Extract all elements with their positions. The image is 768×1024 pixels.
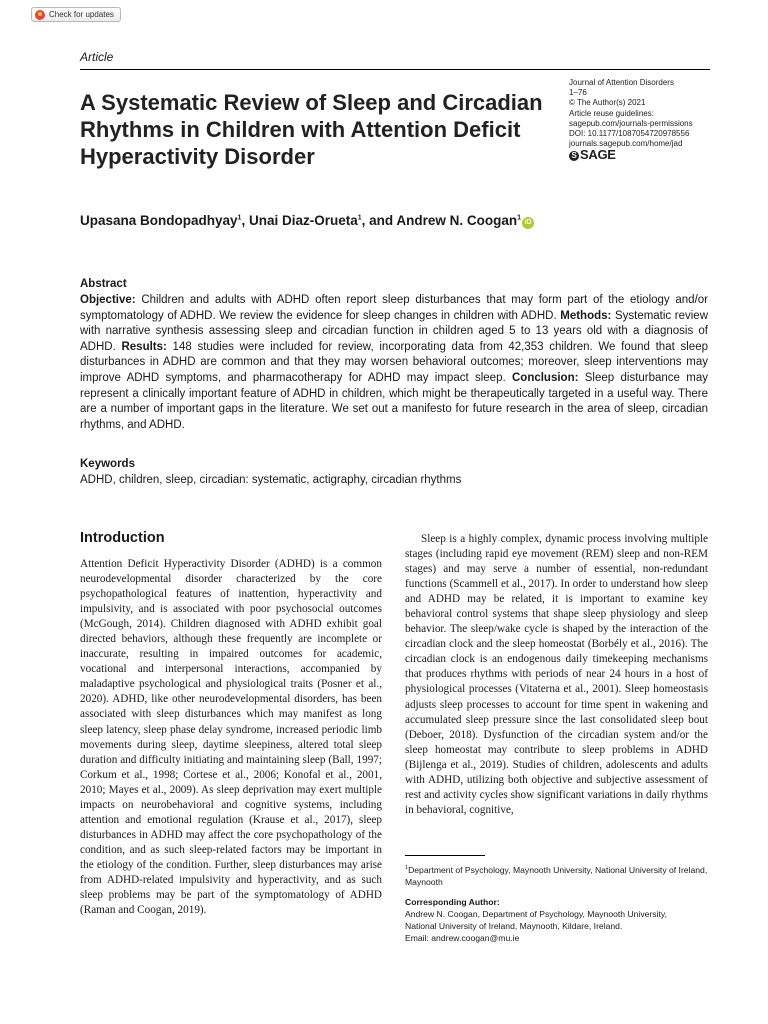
footnote-rule	[405, 855, 485, 856]
author-list	[80, 213, 534, 229]
results-label: Results:	[121, 340, 167, 353]
article-type-label: Article	[80, 50, 114, 64]
check-for-updates-label: Check for updates	[49, 10, 114, 19]
corresponding-author-heading: Corresponding Author:	[405, 897, 500, 907]
author-separator: ,	[241, 213, 249, 228]
sage-logo-icon: S	[569, 151, 579, 161]
author-name: Upasana Bondopadhyay	[80, 213, 238, 228]
results-text: 148 studies were included for review, incorporating data from 42,353 children. We found that sleep disturbances in ADHD are common and that they may worsen behavioral outcomes; moreover, sleep interventions may improve ADHD symptoms, and pharmacotherapy for ADHD may impact sleep.	[80, 340, 708, 384]
journal-home-link[interactable]: journals.sagepub.com/home/jad	[569, 139, 683, 149]
orcid-icon[interactable]: iD	[522, 217, 534, 229]
header-rule	[80, 69, 710, 70]
objective-text: Children and adults with ADHD often report sleep disturbances that may form part of the etiology and/or symptomatology of ADHD. We review the evidence for sleep changes in children with ADHD.	[80, 294, 708, 322]
corresponding-author-email[interactable]: Email: andrew.coogan@mu.ie	[405, 933, 520, 943]
affiliation-mark: 1	[237, 214, 242, 222]
corresponding-author-line: Andrew N. Coogan, Department of Psychology, Maynooth University,	[405, 909, 667, 919]
journal-copyright: © The Author(s) 2021	[569, 98, 646, 108]
publisher-name: SAGE	[580, 147, 616, 163]
methods-text: Systematic review with narrative synthesis assessing sleep and circadian function in children aged 5 to 13 years old with a diagnosis of ADHD.	[80, 309, 709, 353]
conclusion-label: Conclusion:	[511, 371, 579, 384]
crossmark-icon	[35, 10, 45, 20]
affiliation-mark: 1	[357, 214, 362, 222]
check-for-updates-badge[interactable]	[31, 7, 121, 22]
conclusion-text: Sleep disturbance may represent a clinically important feature of ADHD in children, which might be therapeutically targeted in a useful way. There are a number of important gaps in the literature. We set out a manifesto for future research in the area of sleep, circadian rhythms, and ADHD.	[80, 371, 708, 431]
paper-title: A Systematic Review of Sleep and Circadian Rhythms in Children with Attention Deficit Hyperactivity Disorder	[80, 90, 543, 169]
author-separator: , and	[361, 213, 397, 228]
author-name: Andrew N. Coogan	[396, 213, 518, 228]
introduction-heading: Introduction	[80, 530, 165, 546]
journal-name: Journal of Attention Disorders	[569, 78, 674, 87]
introduction-left-column: Attention Deficit Hyperactivity Disorder (ADHD) is a common neurodevelopmental disorder characterized by the core psychopathological features of inattention, hyperactivity and impulsivity, and is associated with poor psychosocial outcomes (McGough, 2014). Children diagnosed with ADHD exhibit goal directed behaviors, although these frequently are incomplete or inaccurate, resulting in impaired outcomes for academic, vocational and interpersonal interactions, accompanied by maladaptive psychological and physiological traits (Posner et al., 2020). ADHD, like other neurodevelopmental disorders, has been associated with sleep disturbances which may manifest as long sleep latency, sleep phase delay syndrome, increased periodic limb movements during sleep, daytime sleepiness, altered total sleep duration and difficulty initiating and maintaining sleep (Ball, 1997; Corkum et al., 1998; Cortese et al., 2006; Konofal et al., 2001, 2010; Mayes et al., 2009). As sleep deprivation may exert multiple impacts on neurobehavioral and cognitive systems, including attention and emotional regulation (Krause et al., 2017), sleep disturbances in ADHD may affect the core psychopathology of the condition, and as such sleep-related factors may be important in the etiology of the condition. Further, sleep disturbances may arise from ADHD-related impulsivity and hyperactivity, and as such sleep problems may be part of the symptomatology of ADHD (Raman and Coogan, 2019).	[80, 558, 382, 917]
journal-reuse-link[interactable]: sagepub.com/journals-permissions	[569, 118, 693, 128]
affiliation-footnote	[405, 862, 710, 888]
introduction-right-column: Sleep is a highly complex, dynamic process involving multiple stages (including rapid eye movement (REM) sleep and non-REM stages) and may serve a number of essential, non-redundant functions (Scammell et al., 2017). In order to understand how sleep and ADHD may be related, it is important to examine key behavioral control systems that shape sleep physiology and sleep behavior. The sleep/wake cycle is shaped by the interaction of the circadian clock and the sleep homeostat (Borbély et al., 2016). The circadian clock is an endogenous daily timekeeping mechanisms that produces rhythms with periods of near 24 hours in a host of physiological processes (Vitaterna et al., 2001). Sleep homeostasis adjusts sleep processes to account for time spent in wakening and accumulated sleep pressure since the last consolidated sleep bout (Deboer, 2018). Dysfunction of the circadian system and/or the sleep homeostat may contribute to sleep problems in ADHD (Bijlenga et al., 2019). Studies of children, adolescents and adults with ADHD, utilizing both objective and subjective assessment of rest and activity cycles show significant variations in daily rhythms in behavioral, cognitive,	[405, 533, 708, 816]
abstract-heading: Abstract	[80, 278, 127, 290]
corresponding-author-line: National University of Ireland, Maynooth, Kildare, Ireland.	[405, 921, 623, 931]
corresponding-author	[405, 896, 710, 944]
affiliation-mark: 1	[517, 214, 522, 222]
affiliation-mark: 1	[405, 865, 409, 871]
journal-reuse-label: Article reuse guidelines:	[569, 108, 654, 118]
methods-label: Methods:	[560, 309, 612, 322]
keywords-text: ADHD, children, sleep, circadian: systematic, actigraphy, circadian rhythms	[80, 474, 462, 486]
journal-info	[569, 78, 719, 161]
objective-label: Objective:	[80, 294, 136, 306]
abstract-text	[80, 293, 708, 433]
publisher-logo	[569, 147, 719, 163]
journal-pages: 1–76	[569, 88, 587, 98]
journal-doi[interactable]: DOI: 10.1177/1087054720978556	[569, 129, 690, 139]
keywords-heading: Keywords	[80, 458, 135, 470]
author-name: Unai Diaz-Orueta	[248, 213, 358, 228]
affiliation-text: Department of Psychology, Maynooth University, National University of Ireland, Maynooth	[405, 864, 708, 887]
